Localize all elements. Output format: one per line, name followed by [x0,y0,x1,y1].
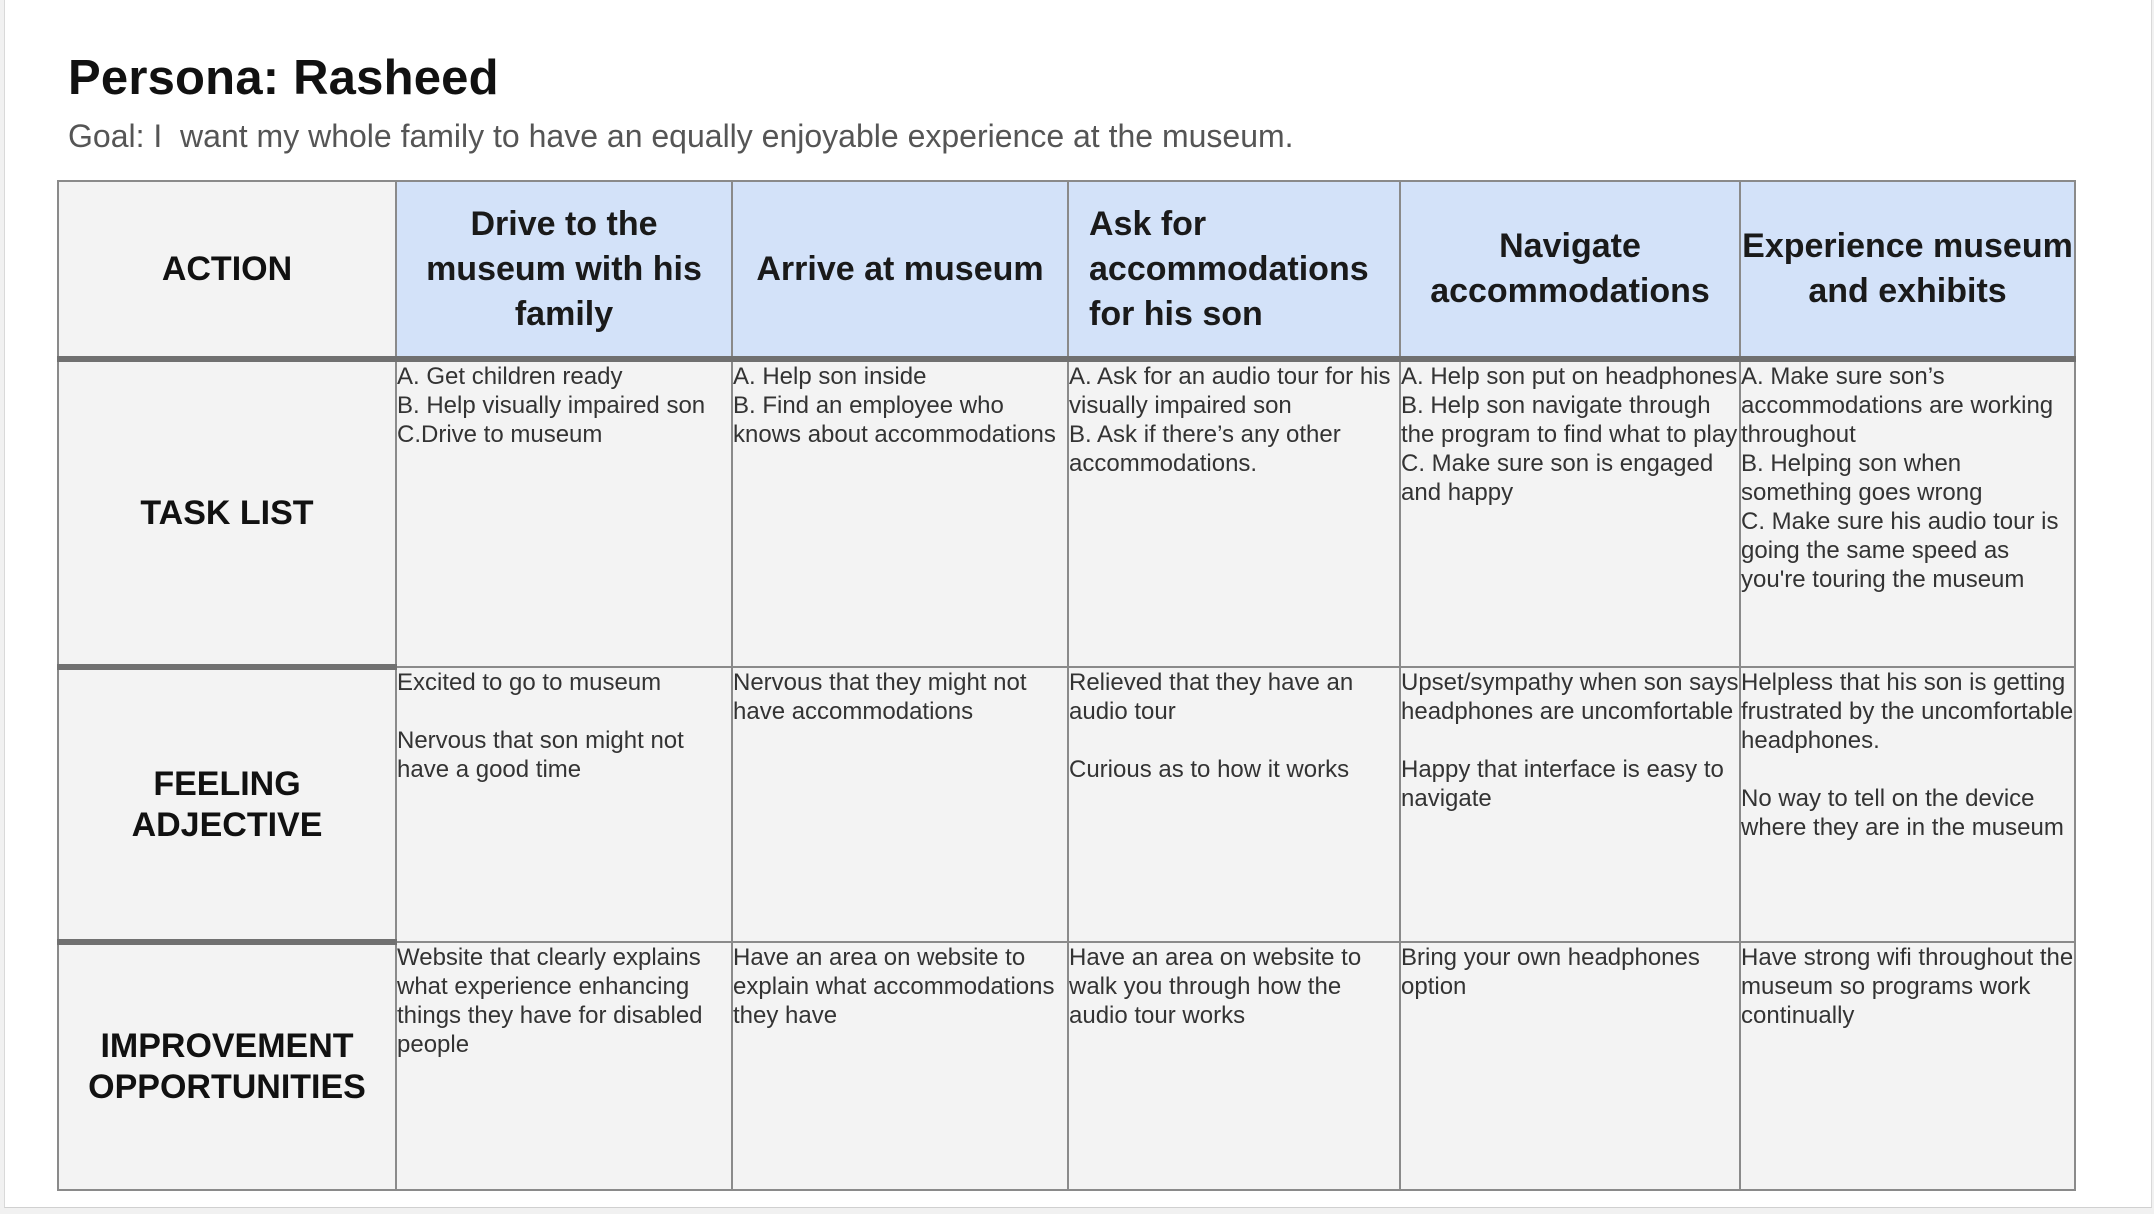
table-cell: Bring your own headphones option [1400,942,1740,1190]
table-cell: A. Help son inside B. Find an employee who knows about accommodations [732,359,1068,667]
row-label-text: IMPROVEMENT OPPORTUNITIES [88,1027,366,1106]
journey-map-table [57,180,2076,1191]
table-cell: A. Ask for an audio tour for his visually impaired son B. Ask if there’s any other accommodations. [1068,359,1400,667]
row-label-text: FEELING ADJECTIVE [131,764,323,844]
row-label [58,667,396,942]
table-cell: A. Help son put on headphones B. Help son navigate through the program to find what to play C. Make sure son is engaged and happy [1400,359,1740,667]
column-header: Ask for accommodations for his son [1068,181,1400,359]
column-header: Drive to the museum with his family [396,181,732,359]
table-cell: Relieved that they have an audio tour Curious as to how it works [1068,667,1400,942]
row-label [58,942,396,1190]
table-row [58,942,2075,1190]
column-header: Navigate accommodations [1400,181,1740,359]
persona-title: Persona: Rasheed [68,51,499,105]
row-label: TASK LIST [58,359,396,667]
corner-action-label: ACTION [58,181,396,359]
header-row [58,181,2075,359]
table-cell: Excited to go to museum Nervous that son might not have a good time [396,667,732,942]
table-cell: Website that clearly explains what experience enhancing things they have for disabled people [396,942,732,1190]
table-cell: Have an area on website to walk you through how the audio tour works [1068,942,1400,1190]
table-cell: Helpless that his son is getting frustrated by the uncomfortable headphones. No way to tell on the device where they are in the museum [1740,667,2075,942]
table-cell: A. Get children ready B. Help visually impaired son C.Drive to museum [396,359,732,667]
table-cell: Upset/sympathy when son says headphones are uncomfortable Happy that interface is easy to navigate [1400,667,1740,942]
table-cell: Nervous that they might not have accommodations [732,667,1068,942]
table-cell: A. Make sure son’s accommodations are working throughout B. Helping son when something goes wrong C. Make sure his audio tour is going the same speed as you're touring the museum [1740,359,2075,667]
table-cell: Have strong wifi throughout the museum so programs work continually [1740,942,2075,1190]
table-row [58,667,2075,942]
table-row [58,359,2075,667]
column-header: Arrive at museum [732,181,1068,359]
table-cell: Have an area on website to explain what accommodations they have [732,942,1068,1190]
column-header: Experience museum and exhibits [1740,181,2075,359]
persona-goal: Goal: I want my whole family to have an equally enjoyable experience at the museum. [68,118,1294,154]
